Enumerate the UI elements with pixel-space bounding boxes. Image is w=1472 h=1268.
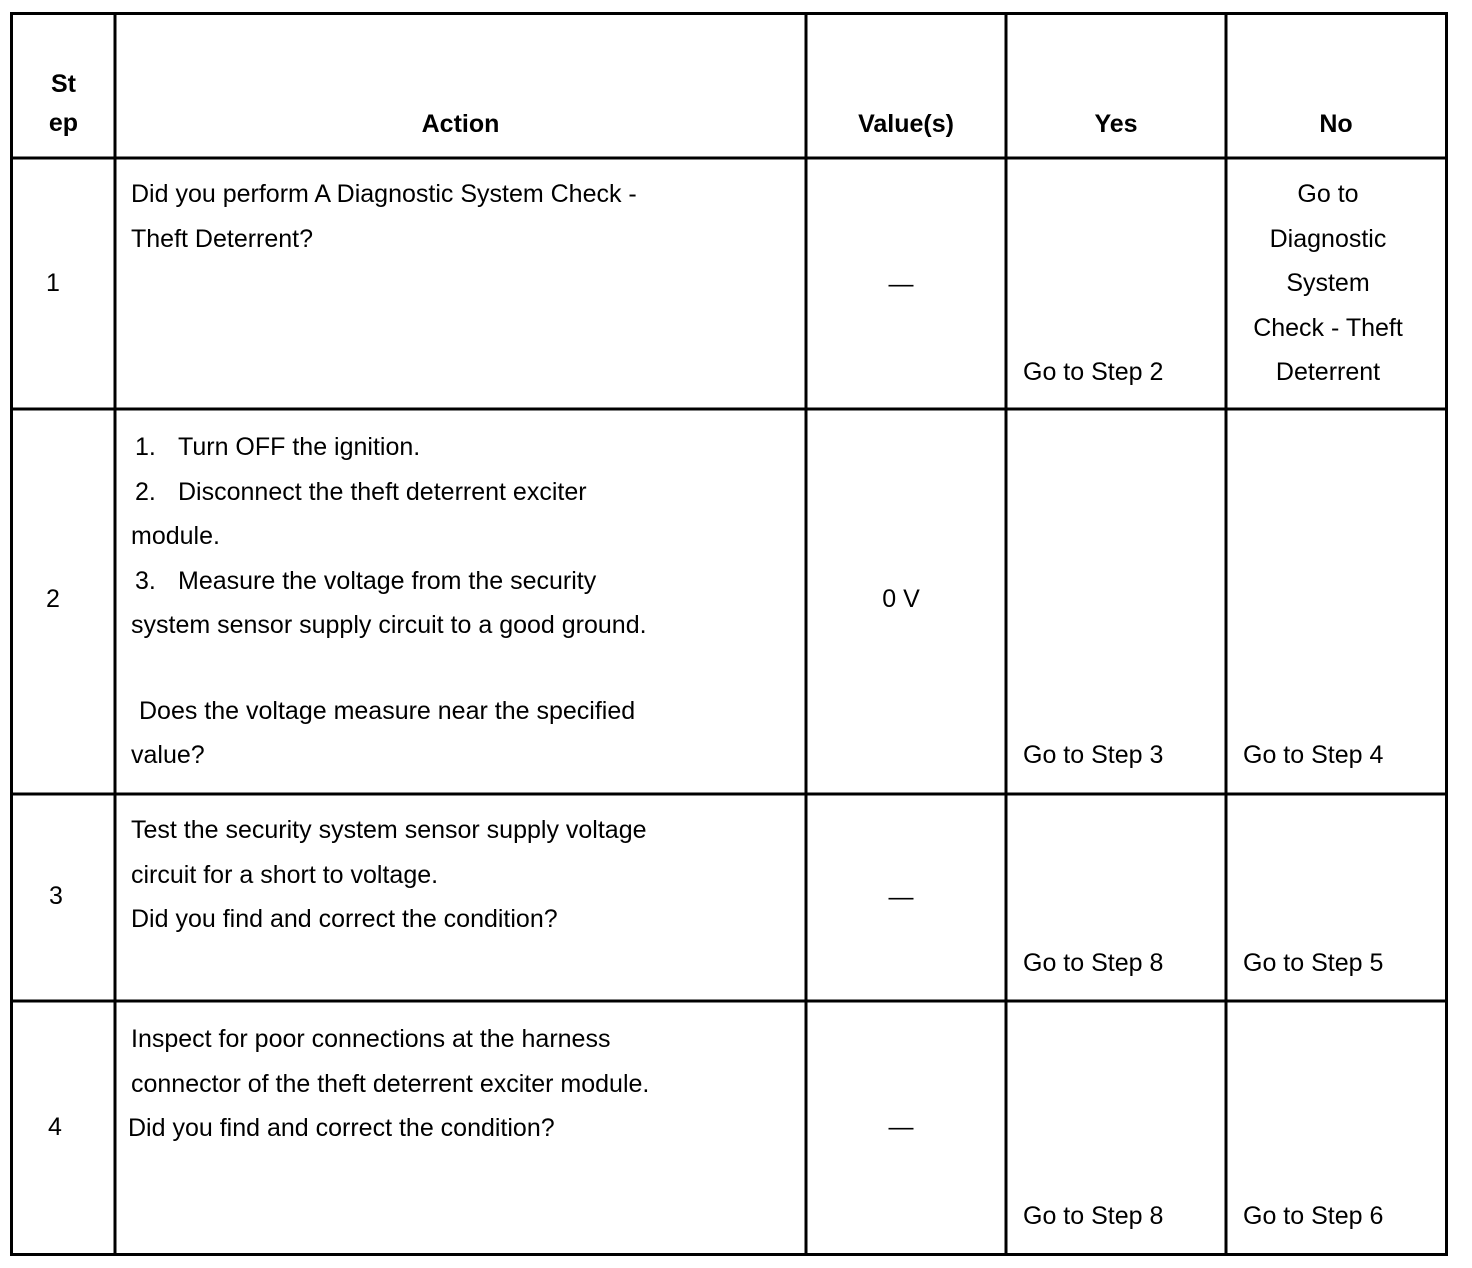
- row4-step: 4: [48, 1113, 62, 1141]
- row3-value: —: [888, 883, 914, 911]
- header-values: Value(s): [858, 110, 954, 138]
- row4-yes: Go to Step 8: [1023, 1202, 1164, 1230]
- row1-value: —: [888, 270, 914, 298]
- list-text: module.: [131, 522, 220, 550]
- row2-action-item-3-cont: [131, 603, 801, 648]
- spacer: [131, 648, 801, 689]
- row4-no: Go to Step 6: [1243, 1202, 1384, 1230]
- row3-action: [131, 808, 801, 942]
- row1-yes: Go to Step 2: [1023, 358, 1164, 386]
- row4-action-line-2: connector of the theft deterrent exciter module.: [131, 1069, 650, 1098]
- row2-action-item-3: [131, 559, 801, 604]
- row4-action-line-1: Inspect for poor connections at the harness: [131, 1025, 611, 1053]
- row1-no-line-5: Deterrent: [1275, 358, 1381, 386]
- row1-no-line-3: System: [1286, 269, 1370, 297]
- row2-action: [131, 425, 801, 778]
- row3-no: Go to Step 5: [1243, 949, 1384, 977]
- list-number: 3.: [135, 566, 156, 595]
- row3-step: 3: [49, 882, 63, 910]
- row4-action: [128, 1017, 801, 1151]
- row1-no-line-4: Check - Theft: [1253, 313, 1403, 342]
- row3-action-line-2: circuit for a short to voltage.: [131, 860, 439, 889]
- list-number: 1.: [135, 433, 156, 461]
- list-number: 2.: [135, 477, 156, 506]
- row1-no: [1227, 172, 1429, 395]
- header-step-line-1: St: [51, 70, 76, 98]
- row2-value: 0 V: [882, 585, 920, 613]
- row3-action-line-3: Did you find and correct the condition?: [131, 905, 558, 933]
- list-text: Measure the voltage from the security: [178, 566, 597, 595]
- diagnostic-table: [10, 12, 1448, 1256]
- list-text: Turn OFF the ignition.: [178, 433, 421, 461]
- row3-yes: Go to Step 8: [1023, 949, 1164, 977]
- header-action: Action: [421, 110, 500, 138]
- header-yes: Yes: [1094, 110, 1138, 138]
- row2-action-item-1: [131, 425, 801, 470]
- row1-action-line-1: Did you perform A Diagnostic System Check -: [131, 180, 637, 208]
- row1-no-line-2: Diagnostic: [1269, 224, 1387, 253]
- header-step: [13, 65, 114, 143]
- row2-no: Go to Step 4: [1243, 741, 1384, 769]
- list-text: system sensor supply circuit to a good ground.: [131, 611, 647, 639]
- list-text: Disconnect the theft deterrent exciter: [178, 477, 587, 506]
- row1-action: [131, 172, 801, 261]
- row2-step: 2: [46, 585, 60, 613]
- row2-action-item-2: [131, 470, 801, 515]
- row4-value: —: [888, 1113, 914, 1141]
- row1-step: 1: [46, 269, 60, 297]
- header-step-line-2: ep: [48, 109, 79, 137]
- row2-question-line-1: Does the voltage measure near the specified: [139, 696, 636, 725]
- header-no: No: [1319, 110, 1353, 138]
- row1-action-line-2: Theft Deterrent?: [131, 224, 314, 253]
- row2-action-item-2-cont: [131, 514, 801, 559]
- row2-question-line-2: value?: [131, 741, 205, 769]
- row2-yes: Go to Step 3: [1023, 741, 1164, 769]
- row1-no-line-1: Go to: [1297, 180, 1359, 208]
- row3-action-line-1: Test the security system sensor supply voltage: [131, 816, 647, 844]
- row4-action-line-3: Did you find and correct the condition?: [128, 1114, 555, 1142]
